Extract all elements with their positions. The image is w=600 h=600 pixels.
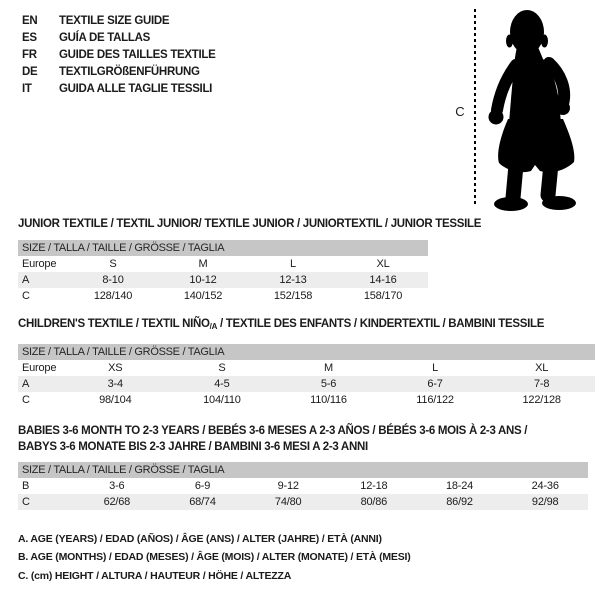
baby-silhouette-icon (486, 7, 592, 213)
babies-size-table (18, 462, 588, 510)
size-cell: XS (108, 362, 123, 374)
age-cell: 12-13 (279, 274, 307, 286)
table-row (18, 376, 595, 392)
height-cell: 62/68 (103, 496, 131, 508)
table-row (18, 494, 588, 510)
language-row-de (22, 63, 216, 80)
junior-size-table (18, 240, 428, 304)
height-cell: 140/152 (183, 290, 223, 302)
age-cell: 6-7 (427, 378, 443, 390)
row-label: Europe (22, 362, 57, 374)
row-label: A (22, 274, 30, 286)
table-row (18, 272, 428, 288)
language-code: IT (22, 82, 32, 95)
age-cell: 3-4 (107, 378, 123, 390)
children-title-post: / TEXTILE DES ENFANTS / KINDERTEXTIL / BAMBINI TESSILE (217, 318, 545, 330)
row-label: B (22, 480, 30, 492)
table-row (18, 478, 588, 494)
row-label: A (22, 378, 30, 390)
height-cell: 152/158 (273, 290, 313, 302)
footnote-legend (18, 530, 411, 585)
height-cell: 158/170 (363, 290, 403, 302)
guide-title: TEXTILE SIZE GUIDE (59, 15, 170, 28)
age-cell: 12-18 (360, 480, 388, 492)
language-row-it (22, 80, 216, 97)
age-cell: 3-6 (109, 480, 125, 492)
age-cell: 5-6 (320, 378, 337, 390)
language-list (22, 13, 216, 97)
size-cell: XL (376, 258, 390, 270)
height-cell: 128/140 (93, 290, 133, 302)
row-label: Europe (22, 258, 57, 270)
junior-section-title: JUNIOR TEXTILE / TEXTIL JUNIOR/ TEXTILE JUNIOR / JUNIORTEXTIL / JUNIOR TESSILE (18, 218, 482, 230)
height-cell: 86/92 (446, 496, 473, 508)
age-cell: 6-9 (194, 480, 211, 492)
height-cell: 68/74 (189, 496, 216, 508)
size-cell: XL (535, 362, 549, 374)
height-cell: 110/116 (310, 394, 347, 406)
height-cell: 104/110 (203, 394, 241, 406)
language-code: EN (22, 15, 38, 28)
guide-title: GUIDE DES TAILLES TEXTILE (59, 48, 216, 61)
babies-section-title (18, 424, 527, 455)
language-row-en (22, 13, 216, 30)
age-cell: 9-12 (277, 480, 299, 492)
height-cell: 116/122 (416, 394, 454, 406)
language-row-fr (22, 47, 216, 64)
height-cell: 122/128 (522, 394, 561, 406)
age-cell: 8-10 (102, 274, 124, 286)
height-cell: 80/86 (360, 496, 388, 508)
table-row (18, 256, 428, 272)
children-title-pre: CHILDREN'S TEXTILE / TEXTIL NIÑO (18, 318, 210, 330)
size-cell: L (432, 362, 439, 374)
age-cell: 10-12 (189, 274, 217, 286)
language-code: ES (22, 32, 37, 45)
babies-title-line1: BABIES 3-6 MONTH TO 2-3 YEARS / BEBÉS 3-6 MESES A 2-3 AÑOS / BÉBÉS 3-6 MOIS À 2-3 ANS / (18, 425, 528, 437)
footnote-b: B. AGE (MONTHS) / EDAD (MESES) / ÂGE (MOIS) / ALTER (MONATE) / ETÀ (MESI) (18, 551, 411, 564)
height-cell: 92/98 (531, 496, 559, 508)
guide-title: TEXTILGRÖßENFÜHRUNG (59, 65, 200, 78)
age-cell: 7-8 (534, 378, 550, 390)
height-cell: 74/80 (274, 496, 302, 508)
guide-title: GUÍA DE TALLAS (59, 32, 150, 45)
size-cell: M (198, 258, 208, 270)
language-row-es (22, 30, 216, 47)
age-cell: 4-5 (214, 378, 230, 390)
size-cell: M (324, 362, 333, 374)
footnote-c: C. (cm) HEIGHT / ALTURA / HAUTEUR / HÖHE / ALTEZZA (18, 569, 292, 582)
age-cell: 24-36 (531, 480, 559, 492)
babies-title-line2: BABYS 3-6 MONATE BIS 2-3 JAHRE / BAMBINI 3-6 MESI A 2-3 ANNI (18, 440, 368, 453)
size-cell: S (218, 362, 226, 374)
table-row (18, 288, 428, 304)
children-section-title (18, 317, 544, 335)
row-label: C (22, 394, 30, 406)
size-header-band: SIZE / TALLA / TAILLE / GRÖSSE / TAGLIA (18, 462, 588, 478)
height-measure-label: C (455, 104, 465, 119)
age-cell: 18-24 (445, 480, 474, 492)
children-title-subscript: /A (209, 322, 218, 331)
size-header-band: SIZE / TALLA / TAILLE / GRÖSSE / TAGLIA (18, 344, 595, 360)
table-row (18, 360, 595, 376)
row-label: C (22, 290, 30, 302)
footnote-a: A. AGE (YEARS) / EDAD (AÑOS) / ÂGE (ANS) / ALTER (JAHRE) / ETÀ (ANNI) (18, 533, 382, 545)
table-row (18, 392, 595, 408)
size-header-band: SIZE / TALLA / TAILLE / GRÖSSE / TAGLIA (18, 240, 428, 256)
children-size-table (18, 344, 595, 408)
height-measure-line (474, 9, 476, 207)
age-cell: 14-16 (369, 274, 397, 286)
size-cell: S (109, 258, 117, 270)
row-label: C (22, 496, 30, 508)
size-cell: L (290, 258, 296, 270)
language-code: DE (22, 65, 38, 78)
language-code: FR (22, 48, 37, 61)
height-cell: 98/104 (99, 394, 132, 406)
guide-title: GUIDA ALLE TAGLIE TESSILI (59, 82, 213, 95)
